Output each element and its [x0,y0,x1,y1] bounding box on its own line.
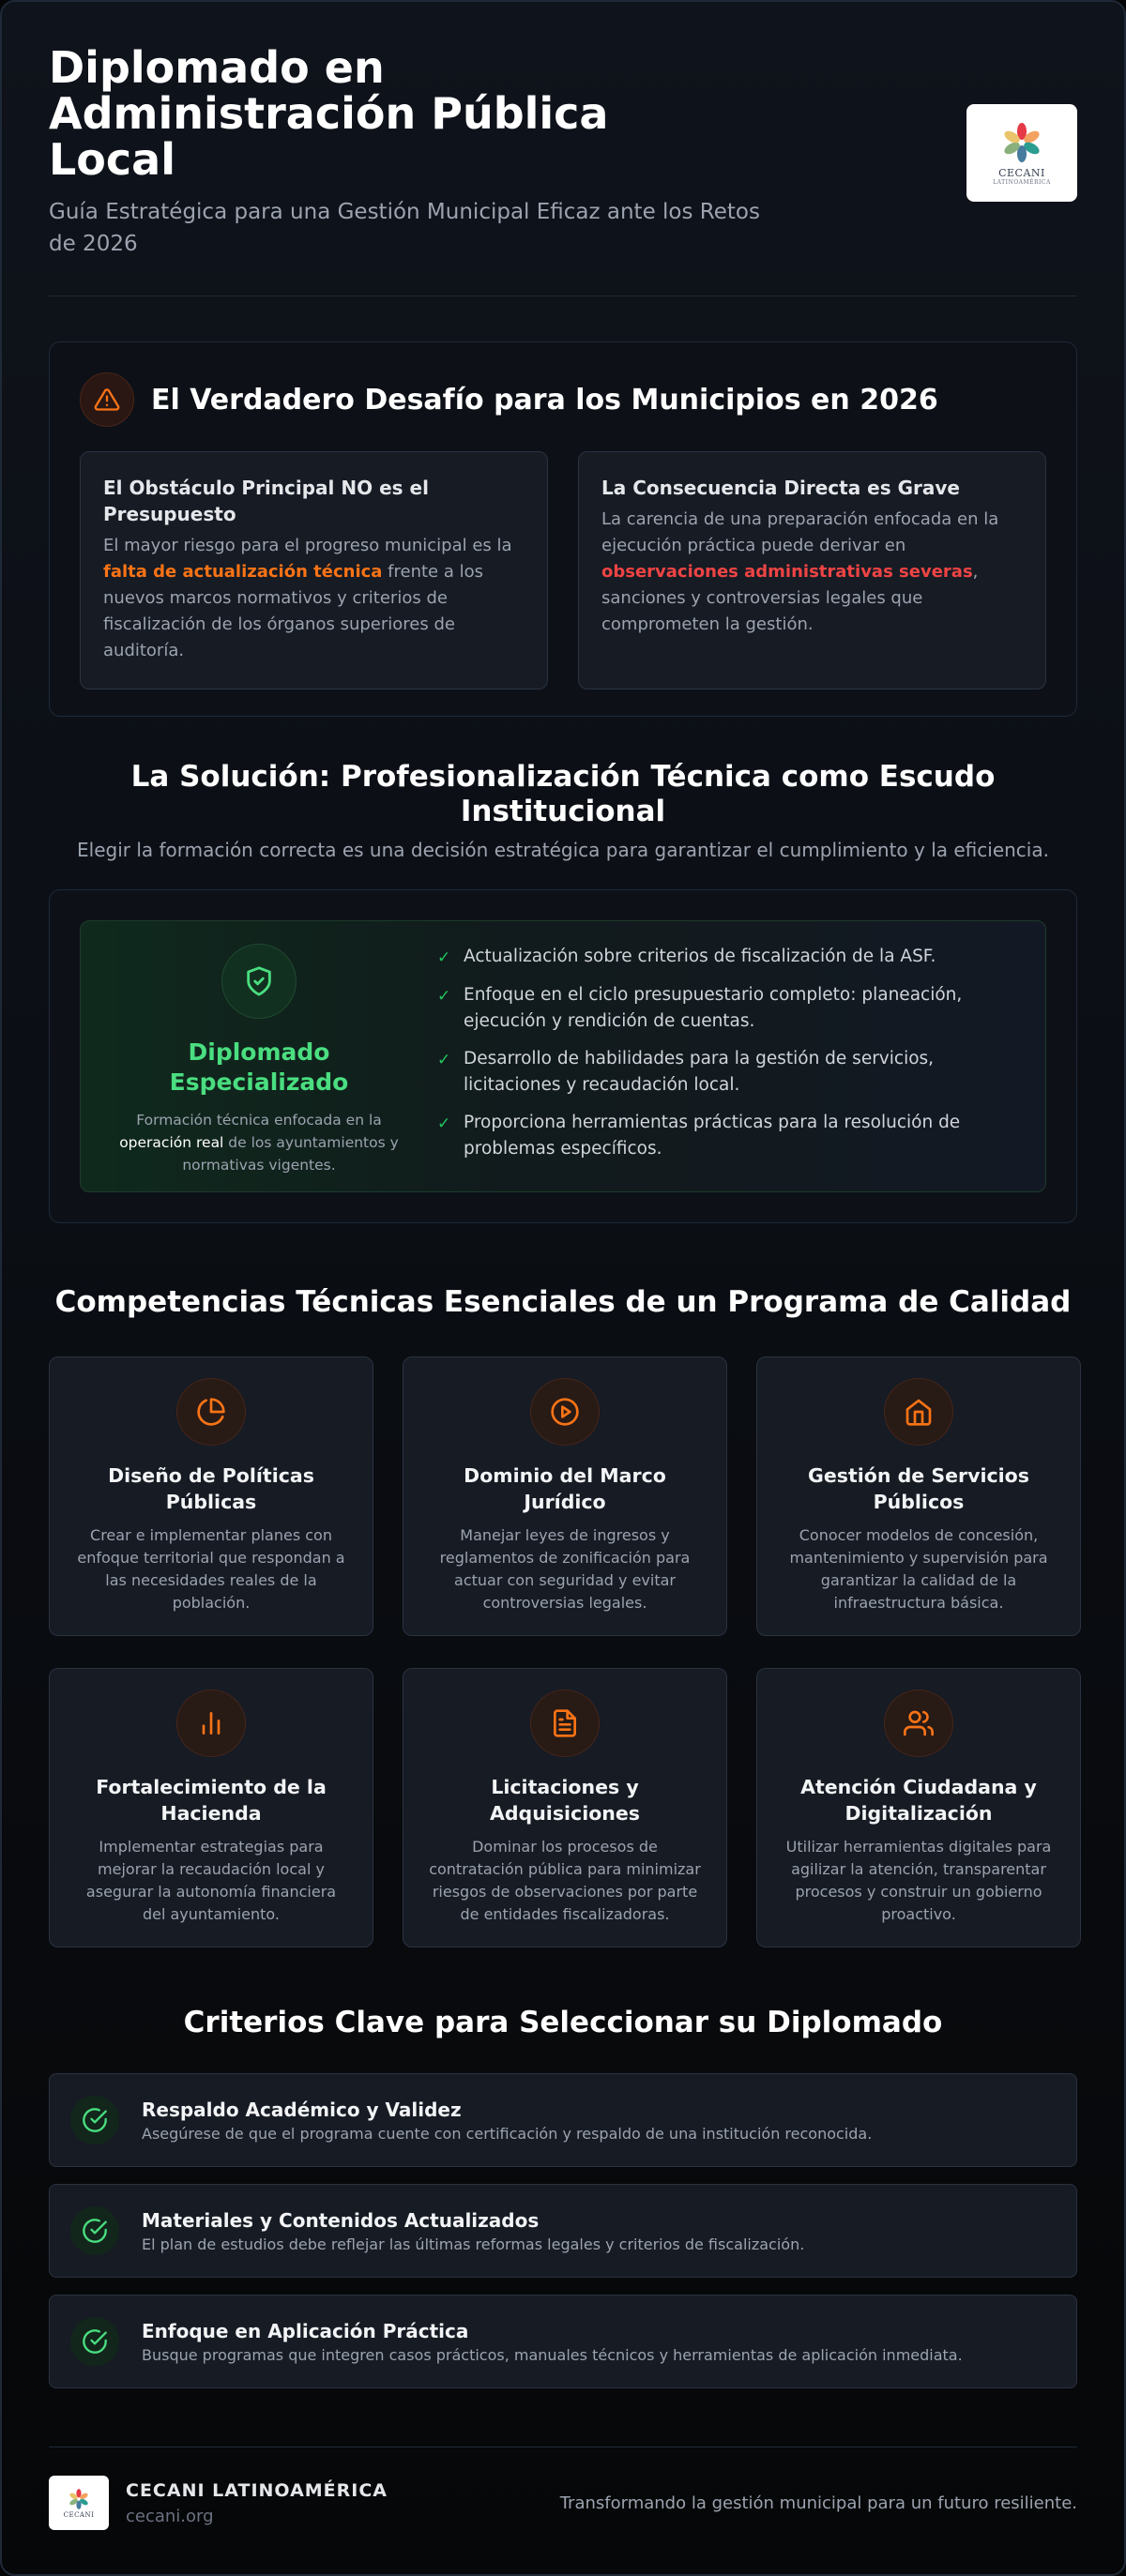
challenge-card-text [103,533,525,664]
text-segment: El mayor riesgo para el progreso municipal es la [103,536,512,555]
challenge-card-consequence [578,451,1046,689]
solution-subtitle: Elegir la formación correcta es una decisión estratégica para garantizar el cumplimiento y la eficiencia. [77,839,1049,861]
check-circle-icon [70,2317,119,2366]
text-segment: La carencia de una preparación enfocada en la ejecución práctica puede derivar en [601,509,999,555]
footer-tagline: Transformando la gestión municipal para un futuro resiliente. [559,2493,1077,2513]
competency-name: Fortalecimiento de la Hacienda [96,1776,327,1825]
competency-card [756,1668,1081,1947]
challenge-section [49,341,1077,717]
check-icon: ✓ [437,987,451,1006]
text-segment: , sanciones y controversias legales que comprometen la gestión. [601,562,979,634]
competency-desc: Conocer modelos de concesión, mantenimiento y supervisión para garantizar la calidad de la infraestructura básica. [789,1526,1048,1612]
competency-desc: Implementar estrategias para mejorar la recaudación local y asegurar la autonomía financiera del ayuntamiento. [85,1838,337,1923]
bold-text: operación real [119,1134,224,1151]
criteria-item [49,2295,1077,2388]
criteria-item-desc: Busque programas que integren casos prácticos, manuales técnicos y herramientas de aplicación inmediata. [142,2345,963,2364]
footer-org-name: CECANI LATINOAMÉRICA [126,2479,388,2501]
criteria-item-title: Materiales y Contenidos Actualizados [142,2208,540,2232]
cecani-logo [966,104,1077,202]
footer-url-link[interactable]: cecani.org [126,2506,214,2526]
list-item-text: Proporciona herramientas prácticas para la resolución de problemas específicos. [464,1113,961,1159]
pinwheel-logo-icon [998,121,1045,164]
competency-card [403,1668,727,1947]
highlight-text: observaciones administrativas severas [601,562,973,582]
challenge-card-heading: El Obstáculo Principal NO es el Presupuesto [103,477,429,525]
solution-title: La Solución: Profesionalización Técnica como Escudo Institucional [130,760,996,828]
challenge-card-heading: La Consecuencia Directa es Grave [601,477,960,499]
competency-name: Gestión de Servicios Públicos [808,1464,1029,1513]
list-item [437,944,1023,971]
competency-card [756,1356,1081,1636]
text-segment: de los ayuntamientos y normativas vigentes. [182,1134,399,1174]
criteria-item [49,2184,1077,2278]
logo-tagline: LATINOAMÉRICA [993,178,1051,186]
bar-chart-icon [176,1690,246,1757]
competency-card [403,1356,727,1636]
solution-card [80,920,1046,1192]
list-item [437,1110,1023,1162]
competency-name: Dominio del Marco Jurídico [464,1464,666,1513]
logo-name: CECANI [63,2510,95,2519]
competency-name: Atención Ciudadana y Digitalización [800,1776,1037,1825]
footer-logo [49,2476,109,2530]
check-icon: ✓ [437,1051,451,1069]
list-item-text: Actualización sobre criterios de fiscalización de la ASF. [464,947,936,966]
criteria-item-desc: Asegúrese de que el programa cuente con certificación y respaldo de una institución reconocida. [142,2124,873,2143]
footer-brand [49,2476,388,2530]
criteria-item-desc: El plan de estudios debe reflejar las últimas reformas legales y criterios de fiscalización. [142,2235,805,2253]
users-icon [884,1690,953,1757]
competencies-title: Competencias Técnicas Esenciales de un Programa de Calidad [54,1285,1072,1319]
check-icon: ✓ [437,948,451,967]
document-icon [530,1690,600,1757]
competency-desc: Dominar los procesos de contratación pública para minimizar riesgos de observaciones por parte de entidades fiscalizadoras. [429,1838,701,1923]
list-item [437,982,1023,1035]
competency-card [49,1356,373,1636]
challenge-card-obstacle [80,451,548,689]
pie-chart-icon [176,1378,246,1446]
competency-desc: Utilizar herramientas digitales para agilizar la atención, transparentar procesos y construir un gobierno proactivo. [785,1838,1052,1923]
competency-name: Diseño de Políticas Públicas [108,1464,314,1513]
competency-name: Licitaciones y Adquisiciones [489,1776,641,1825]
challenge-title: El Verdadero Desafío para los Municipios en 2026 [151,383,938,417]
competencies-grid [49,1356,1077,1947]
challenge-heading-row [80,372,1046,427]
criteria-text [142,2320,963,2364]
criteria-item-title: Enfoque en Aplicación Práctica [142,2319,469,2342]
list-item [437,1046,1023,1099]
criteria-text [142,2209,804,2253]
solution-section [49,889,1077,1223]
criteria-list [49,2073,1077,2388]
text-segment: Formación técnica enfocada en la [136,1112,382,1129]
check-circle-icon [70,2096,119,2144]
check-icon: ✓ [437,1114,451,1133]
footer-brand-text [126,2480,388,2526]
competency-card [49,1668,373,1947]
solution-name: Diplomado Especializado [169,1038,349,1096]
check-circle-icon [70,2206,119,2255]
list-item-text: Desarrollo de habilidades para la gestión de servicios, licitaciones y recaudación local. [464,1049,935,1095]
competency-desc: Manejar leyes de ingresos y reglamentos de zonificación para actuar con seguridad y evitar controversias legales. [439,1526,691,1612]
challenge-card-text [601,507,1023,638]
footer [49,2447,1077,2530]
shield-check-icon [221,944,297,1019]
page-subtitle: Guía Estratégica para una Gestión Municipal Eficaz ante los Retos de 2026 [49,200,760,256]
criteria-text [142,2099,872,2143]
pinwheel-logo-icon [67,2488,91,2510]
logo-name: CECANI [998,166,1045,179]
criteria-item [49,2073,1077,2167]
warning-triangle-icon [80,372,134,427]
play-circle-icon [530,1378,600,1446]
text-segment: frente a los nuevos marcos normativos y criterios de fiscalización de los órganos superiores de auditoría. [103,562,483,660]
solution-summary [81,921,437,1191]
home-icon [884,1378,953,1446]
solution-points [437,921,1045,1191]
challenge-cards [80,451,1046,689]
solution-description [104,1109,414,1176]
header [49,2,1077,296]
highlight-text: falta de actualización técnica [103,562,383,582]
list-item-text: Enfoque en el ciclo presupuestario completo: planeación, ejecución y rendición de cuentas. [464,985,963,1031]
criteria-item-title: Respaldo Académico y Validez [142,2098,462,2121]
competency-desc: Crear e implementar planes con enfoque territorial que respondan a las necesidades reales de la población. [77,1526,345,1612]
page-title: Diplomado en Administración Pública Local [49,42,609,185]
criteria-title: Criterios Clave para Seleccionar su Diplomado [183,2006,943,2039]
